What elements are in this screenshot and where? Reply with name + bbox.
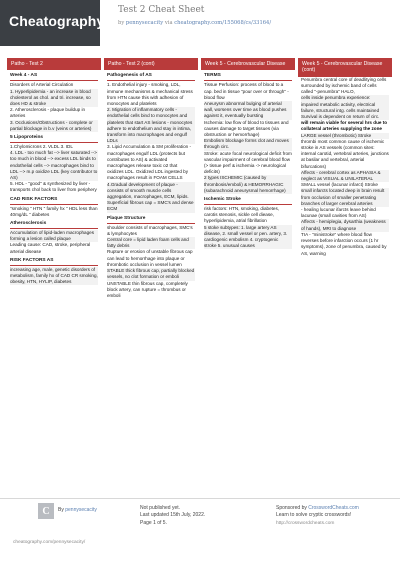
list-item: SMALL vessel (lacunar infarct) Stroke: [301, 182, 378, 188]
list-item: STABLE thick fibrous cap, partially blocked vessels, no clot formation or emboli: [107, 268, 195, 280]
list-item: "smoking " HTN " family hx " HDL less than 40mg/dL " diabetes: [10, 205, 98, 217]
column-4: [298, 58, 392, 470]
list-item: shoulder consists of macrophages, SMC's & lymphocytes: [107, 224, 193, 236]
footer-author-url[interactable]: cheatography.com/pennysecacity/: [13, 540, 86, 545]
list-item: Stroke: acute focal neurological deficit from vascular impairment of cerebral blood flow (> tissue perf & ischemia -> neurological deficits): [204, 150, 292, 175]
list-item: LARGE vessel (thrombotic) Stroke: [301, 133, 389, 139]
sheet-url-link[interactable]: cheatography.com/155068/cs/33164/: [174, 20, 272, 26]
footer-meta: [140, 505, 205, 527]
page-number: Page 1 of 5.: [140, 519, 167, 526]
footer-author-link[interactable]: pennysecacity: [65, 507, 97, 513]
list-item: 3. Occlusions/Obstructions - complete or partial blockage in b.v (veins or arteries): [10, 120, 98, 132]
column-body: [298, 77, 392, 257]
column-header: Week 5 - Cerebrovascular Disease: [201, 58, 295, 70]
section-title: Plaque Structure: [107, 216, 195, 224]
section-title: TERMS: [204, 73, 292, 81]
sheet-byline: [118, 20, 271, 26]
published-status: Not published yet.: [140, 505, 181, 511]
page-footer: [0, 498, 400, 557]
list-item: increasing age, male, genetic disorders of metabolism, family hx of CAD CR smoking, obesity, HTN, HYLIP, diabetes: [10, 266, 98, 285]
section-title: Pathogenesis of AS: [107, 73, 195, 81]
list-item: risk factors: HTN, smoking, diabetes, carotis stenosis, sickle cell diease, hyperlipidemia, atrial fibrillation: [204, 206, 280, 224]
sheet-title: Test 2 Cheat Sheet: [118, 5, 205, 15]
logo-text: Cheatography: [9, 13, 105, 29]
list-item: 1.Chylomicrons 2. VLDL 3. IDL: [10, 144, 73, 150]
list-item: 2. Migration of inflammatory cells - endothelial cells bind to monocytes and platelets that start AS lesions - monocytes adhere to endothelium and stay in intima, transform into macrophages and engulf LDLs: [107, 107, 195, 144]
column-1: [7, 58, 101, 470]
list-item: 2. Atherosclerosis - plaque buildup in arteries: [10, 107, 86, 119]
list-item: Accumulation of lipid-laden macrophages forming a lesion called plaque: [10, 230, 98, 242]
list-item: Affects - cerebral cortex as APHASIA & neglect as VISUAL & UNILATERAL: [301, 170, 389, 182]
list-item: 1. Hyperlipidemia - an increase in blood cholesterol as chol. and tri. increase, so does HD & stroke: [10, 89, 98, 108]
author-link[interactable]: pennysecacity: [125, 20, 164, 26]
sponsor-line: [276, 505, 359, 512]
list-item: Central core = lipid laden foam cells and fatty debris: [107, 237, 195, 249]
list-item: Leading cause: CAD, stroke, peripheral arterial disease: [10, 242, 91, 254]
list-item: 5. HDL - "good" & synthesized by liver - transports chol back to liver from periphery: [10, 181, 97, 193]
list-item: 4.Gradual development of plaque - consists of smooth muscle cells aggregation, macrophages, ECM, lipids. Superficial fibrous cap = SMC's and dense ECM: [107, 181, 194, 212]
list-item: Aneurysm abnormal bulging of arterial wall, worsens over time as blood pushes against it, eventually bursting: [204, 101, 292, 120]
avatar[interactable]: [38, 503, 54, 519]
sponsor-link[interactable]: CrosswordCheats.com: [308, 505, 359, 511]
content-columns: [7, 58, 393, 470]
section-title: 5 Lipoproteins: [10, 135, 98, 143]
section-title: Ischemic Stroke: [204, 197, 292, 205]
column-3: [201, 58, 295, 470]
page-header: [0, 0, 400, 46]
site-logo[interactable]: [0, 0, 105, 46]
list-item: will remain viable for several hrs due to collateral arteries supplying the zone: [301, 120, 388, 132]
sponsor-url[interactable]: http://crosswordcheats.com: [276, 520, 335, 526]
list-item: thrombi most common cause of ischemic stroke in AS vessels (common sites: internal carotid, vertebral arteries, junctions at basilar and vertebral, arterial bifurcations): [301, 138, 389, 169]
column-body: [104, 73, 198, 299]
list-item: 5 stoke subtypes: 1. large artery AS disease, 2. small vessel or pen. artery, 3. cardiogenic embolism 4. cryptogenic stroke 5. unusual causes: [204, 225, 292, 250]
section-title: Week 4 - AS: [10, 73, 98, 81]
list-item: Disorders of Arterial Circulation: [10, 82, 74, 88]
footer-author: [58, 507, 97, 513]
column-header: Patho - Test 2: [7, 58, 101, 70]
list-item: Embolism blockage forms clot and moves through circ.: [204, 138, 292, 150]
footer-by-prefix: By: [58, 507, 66, 513]
byline-prefix: by: [118, 20, 126, 26]
last-updated: Last updated 15th July, 2022.: [140, 512, 206, 519]
section-title: CAD RISK FACTORS: [10, 197, 98, 205]
footer-sponsor: [276, 505, 359, 527]
section-title: RISK FACTORS AS: [10, 258, 98, 266]
list-item: 4. LDL - too much fat --> liver saturated --> too much in blood --> excess LDL binds to endothelial cells --> macrophages bind to LDL --> m.p oxidize LDL (key contributor to AS): [10, 150, 98, 181]
list-item: 3. Lipid Accumulation & SM proliferation - macrophages engulf LDL (protects but contributes to AS) & activated macrophages release toxic o2 that oxidizes LDL. Oxidized LDL ingested by macrophages result in FOAM CELLS: [107, 144, 192, 181]
column-2: [104, 58, 198, 470]
section-title: Atherosclerosis: [10, 221, 98, 229]
list-item: Penumbra central core of deadlitying cells surrounded by ischemic band of cells called "-penumbra" HALO,: [301, 76, 387, 95]
list-item: small infarcts located deep in brain result from occlusion of smaller penetrating branches of larger cerebral arteries: [301, 188, 389, 207]
list-item: 2 types ISCHEMIC (caused by thrombosis/emboli) & HEMORRHAGIC (subarachnoid aneurysmal hemorrhage): [204, 175, 292, 194]
list-item: UNSTABLE thin fibrous cap, completely block artery, can rupture = thrombus or emboli: [107, 280, 188, 298]
column-body: [201, 73, 295, 249]
list-item: cells inside penumbra experience: impaired metabolic activity, electrical failure, structural intg. cells maintained Survival is dependent on return of circ.: [301, 95, 389, 120]
list-item: Tissue Perfusion: process of blood to a cap. bed in tissue "pour over or through" - blood flow: [204, 82, 289, 100]
sponsor-tagline: Learn to solve cryptic crosswords!: [276, 512, 352, 519]
list-item: - healing lucunar ifarcts leave behind lacunae (small cavities from AS): [301, 207, 376, 219]
column-body: [7, 73, 101, 285]
avatar-letter: C: [42, 505, 50, 517]
list-item: Rupture or erosion of unstable fibrous cap can lead to hemorrhage into plaque or thrombotic occlusion in vessel lumen: [107, 249, 193, 267]
column-header: Patho - Test 2 (cont): [104, 58, 198, 70]
list-item: TIA - "ministroke" where blood flow reverses before infarction occurs (1 hr symptoms), zone of penumbra, caused by AS, warning: [301, 231, 387, 256]
list-item: Affects - hemiplegia, dysarthia (weakness of hands), MRI to diagnose: [301, 219, 389, 231]
list-item: Ischemia: low flow of blood to tissues and causes damage to target tissues (via obstruction or hemorrhage): [204, 119, 289, 138]
byline-via: via: [163, 20, 175, 26]
list-item: 1. Endothelial injury - smoking, LDL, immune mechanisms & mechanical stress from HTN cause this with adhesion of monocytes and platelets: [107, 82, 193, 107]
column-header: Week 5 - Cerebrovascular Disease (cont): [298, 58, 392, 77]
sponsor-prefix: Sponsored by: [276, 505, 309, 511]
